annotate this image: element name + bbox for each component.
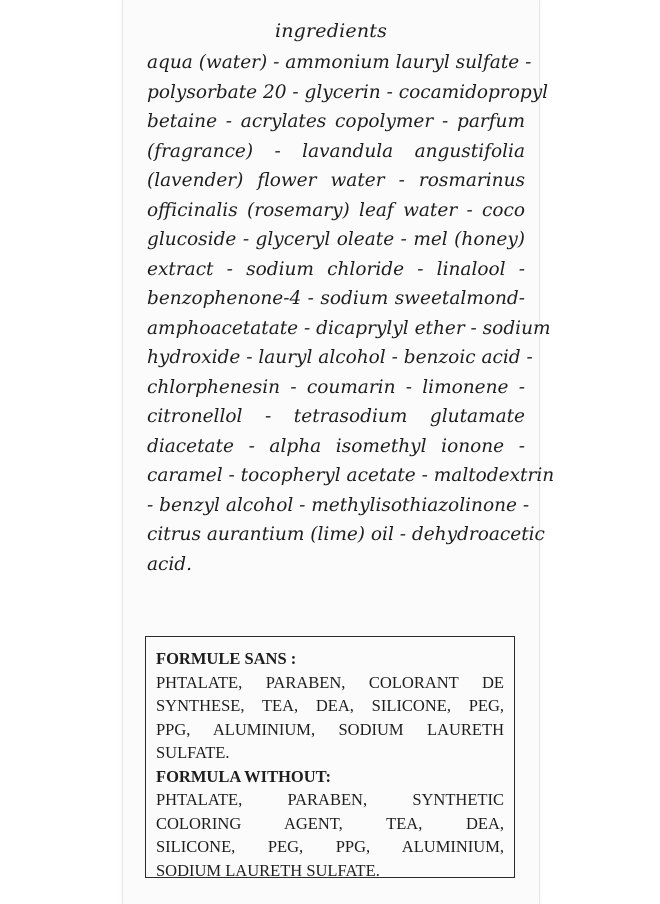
ingredient-line: officinalis (rosemary) leaf water - coco xyxy=(147,199,525,221)
french-exclusion-line: PPG, ALUMINIUM, SODIUM LAURETH xyxy=(156,719,504,739)
english-exclusion-line: SILICONE, PEG, PPG, ALUMINIUM, xyxy=(156,837,504,856)
ingredient-line: diacetate - alpha isomethyl ionone - xyxy=(147,435,525,457)
english-exclusion-line: COLORING AGENT, TEA, DEA, xyxy=(156,813,504,833)
ingredient-line: benzophenone-4 - sodium sweetalmond- xyxy=(147,288,525,309)
english-exclusion-line: PHTALATE, PARABEN, SYNTHETIC xyxy=(156,790,504,809)
english-heading: FORMULA WITHOUT: xyxy=(156,766,331,786)
french-exclusion-line: SYNTHESE, TEA, DEA, SILICONE, PEG, xyxy=(156,696,504,715)
ingredient-line: aqua (water) - ammonium lauryl sulfate - xyxy=(147,52,532,73)
formula-without-box xyxy=(145,636,515,878)
french-exclusion-line: PHTALATE, PARABEN, COLORANT DE xyxy=(156,672,504,692)
ingredient-line: citronellol - tetrasodium glutamate xyxy=(147,406,525,427)
ingredients-list xyxy=(147,48,555,579)
ingredient-line: (lavender) flower water - rosmarinus xyxy=(147,170,525,191)
ingredient-line: glucoside - glyceryl oleate - mel (honey) xyxy=(147,229,525,250)
ingredient-line: - benzyl alcohol - methylisothiazolinone - xyxy=(147,494,530,516)
french-exclusion-line: SULFATE. xyxy=(156,743,230,762)
ingredient-line: acid. xyxy=(147,553,193,575)
ingredient-line: caramel - tocopheryl acetate - maltodextrin xyxy=(147,465,555,486)
ingredient-line: extract - sodium chloride - linalool - xyxy=(147,258,525,280)
ingredient-line: citrus aurantium (lime) oil - dehydroacetic xyxy=(147,524,545,545)
english-exclusion-line: SODIUM LAURETH SULFATE. xyxy=(156,860,380,880)
ingredient-line: chlorphenesin - coumarin - limonene - xyxy=(147,376,525,398)
ingredient-line: (fragrance) - lavandula angustifolia xyxy=(147,140,525,162)
ingredient-line: betaine - acrylates copolymer - parfum xyxy=(147,111,525,132)
ingredient-line: amphoacetatate - dicaprylyl ether - sodium xyxy=(147,317,551,339)
ingredient-line: hydroxide - lauryl alcohol - benzoic acid - xyxy=(147,347,533,368)
product-label-panel xyxy=(122,0,555,904)
ingredient-line: polysorbate 20 - glycerin - cocamidopropyl xyxy=(147,81,549,103)
french-heading: FORMULE SANS : xyxy=(156,649,297,668)
ingredients-title: ingredients xyxy=(274,20,388,42)
